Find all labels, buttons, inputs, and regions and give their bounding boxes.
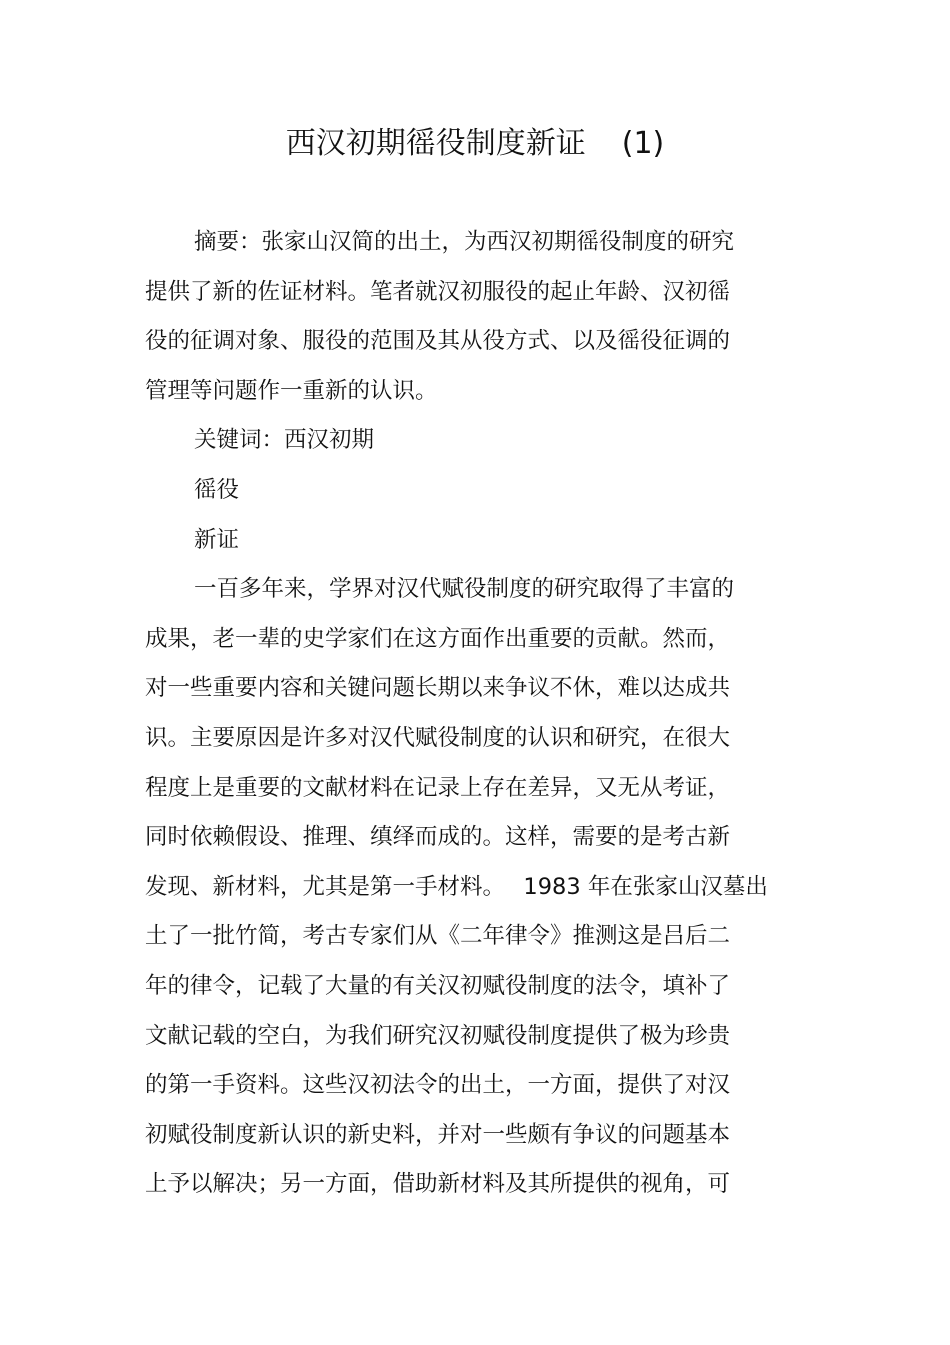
- text-line: 提供了新的佐证材料。笔者就汉初服役的起止年龄、汉初徭: [145, 278, 731, 305]
- text-line: 徭役: [194, 476, 240, 503]
- document-body: [145, 222, 805, 1214]
- text-line: 管理等问题作一重新的认识。: [145, 377, 438, 404]
- text-line: 发现、新材料，尤其是第一手材料。 1983 年在张家山汉墓出: [145, 873, 768, 900]
- text-line: 程度上是重要的文献材料在记录上存在差异，又无从考证，: [145, 774, 731, 801]
- text-line: 成果，老一辈的史学家们在这方面作出重要的贡献。然而，: [145, 625, 731, 652]
- title-text: 西汉初期徭役制度新证: [285, 126, 586, 161]
- text-line: 的第一手资料。这些汉初法令的出土，一方面，提供了对汉: [145, 1072, 731, 1099]
- text-line: 文献记载的空白，为我们研究汉初赋役制度提供了极为珍贵: [145, 1022, 731, 1049]
- text-line: 上予以解决；另一方面，借助新材料及其所提供的视角，可: [145, 1171, 731, 1198]
- text-line: 土了一批竹简，考古专家们从《二年律令》推测这是吕后二: [145, 923, 731, 950]
- text-line: 年的律令，记载了大量的有关汉初赋役制度的法令，填补了: [145, 972, 731, 999]
- text-line: 识。主要原因是许多对汉代赋役制度的认识和研究，在很大: [145, 724, 731, 751]
- title-number: (1): [621, 126, 665, 161]
- text-line: 摘要：张家山汉简的出土，为西汉初期徭役制度的研究: [194, 229, 735, 255]
- document-title: [0, 122, 950, 166]
- text-line: 初赋役制度新认识的新史料，并对一些颇有争议的问题基本: [145, 1121, 731, 1148]
- text-line: 新证: [194, 526, 240, 553]
- text-line: 同时依赖假设、推理、缜绎而成的。这样，需要的是考古新: [145, 824, 731, 851]
- text-line: 一百多年来，学界对汉代赋役制度的研究取得了丰富的: [194, 576, 735, 603]
- text-line: 役的征调对象、服役的范围及其从役方式、以及徭役征调的: [145, 328, 731, 355]
- text-line: 关键词：西汉初期: [194, 427, 375, 454]
- text-line: 对一些重要内容和关键问题长期以来争议不休，难以达成共: [145, 675, 731, 702]
